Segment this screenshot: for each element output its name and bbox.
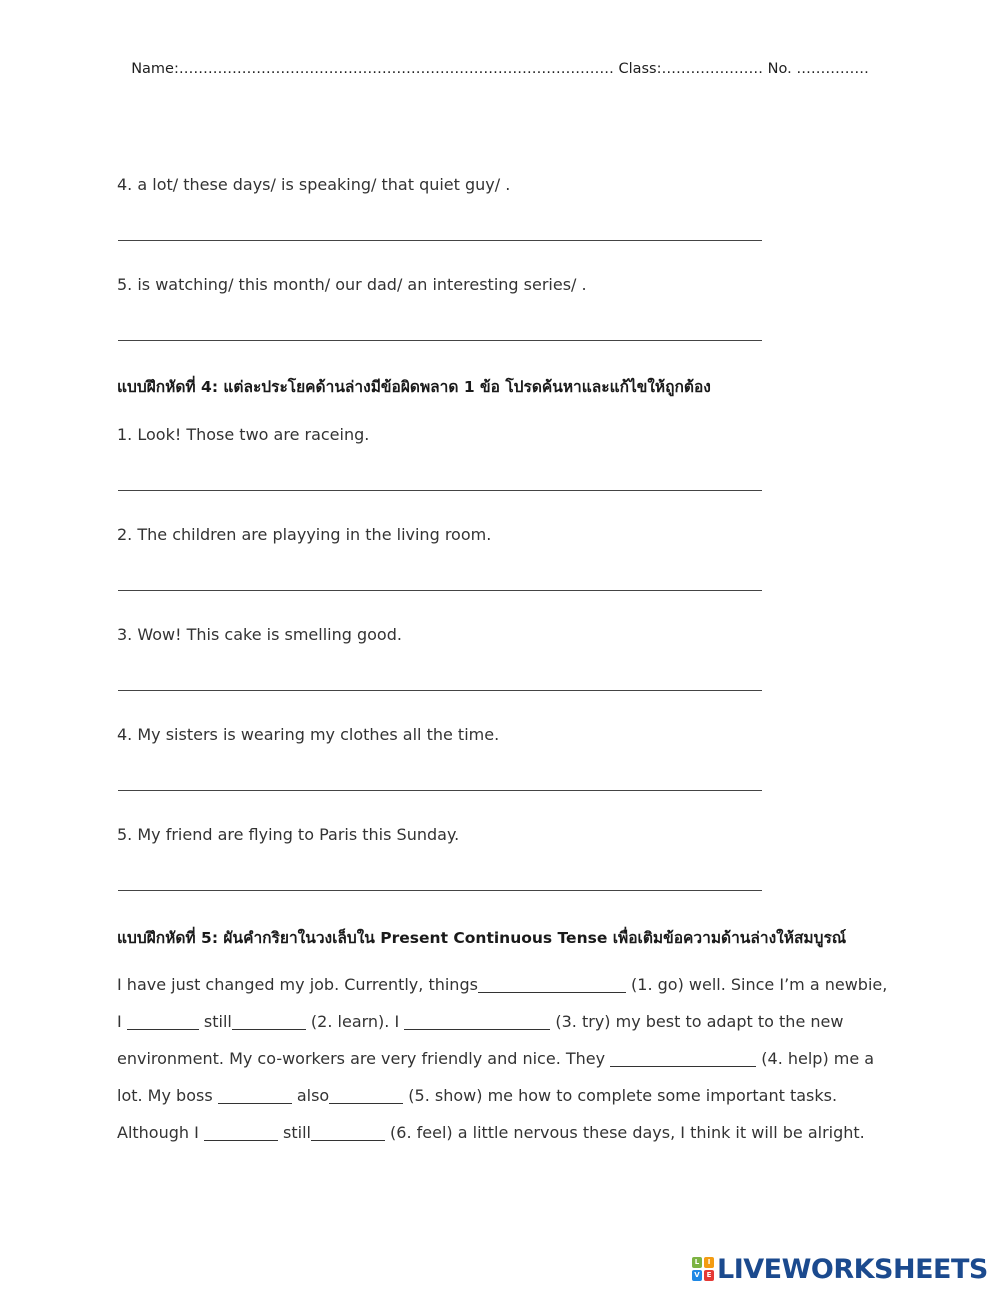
logo-letter: L (692, 1257, 702, 1268)
text-segment: (3. try) my best to adapt to the new (550, 1012, 844, 1031)
blank-4[interactable] (610, 1050, 756, 1067)
answer-line-4-4[interactable] (118, 790, 762, 791)
text-segment: lot. My boss (117, 1086, 218, 1105)
paragraph-line-5 (117, 1123, 865, 1142)
text-segment: (5. show) me how to complete some important tasks. (403, 1086, 838, 1105)
class-field[interactable]: ………………… (661, 61, 764, 77)
exercise-5-title: แบบฝึกหัดที่ 5: ผันคำกริยาในวงเล็บใน Present Continuous Tense เพื่อเติมข้อความด้านล่างให้สมบูรณ์ (117, 929, 847, 947)
text-segment: still (198, 1012, 232, 1031)
answer-line-4-5[interactable] (118, 890, 762, 891)
question-4-3: 3. Wow! This cake is smelling good. (117, 625, 402, 644)
paragraph-line-2 (117, 1012, 843, 1031)
question-4-5: 5. My friend are flying to Paris this Sunday. (117, 825, 460, 844)
blank-6b[interactable] (311, 1124, 385, 1141)
logo-text: LIVEWORKSHEETS (717, 1253, 988, 1285)
text-segment: (2. learn). I (305, 1012, 405, 1031)
text-segment: (1. go) well. Since I’m a newbie, (625, 975, 888, 994)
answer-line-4-1[interactable] (118, 490, 762, 491)
paragraph-line-4 (117, 1086, 837, 1105)
text-segment: I (117, 1012, 127, 1031)
logo-letter: I (704, 1257, 714, 1268)
logo-letter: E (704, 1270, 714, 1281)
student-info-header (0, 61, 1000, 77)
class-label: Class: (618, 61, 662, 77)
question-4-1: 1. Look! Those two are raceing. (117, 425, 370, 444)
question-4-4: 4. My sisters is wearing my clothes all the time. (117, 725, 500, 744)
text-segment: also (291, 1086, 330, 1105)
name-field[interactable]: ……………………………………………………………………………… (178, 61, 614, 77)
blank-3[interactable] (404, 1013, 550, 1030)
answer-line-3-4[interactable] (118, 240, 762, 241)
liveworksheets-logo (692, 1252, 988, 1286)
question-4-2: 2. The children are playying in the living room. (117, 525, 492, 544)
blank-2b[interactable] (232, 1013, 306, 1030)
blank-2a[interactable] (127, 1013, 199, 1030)
text-segment: (6. feel) a little nervous these days, I think it will be alright. (384, 1123, 865, 1142)
answer-line-3-5[interactable] (118, 340, 762, 341)
blank-1[interactable] (478, 976, 626, 993)
text-segment: (4. help) me a (756, 1049, 875, 1068)
logo-mark-icon (692, 1257, 714, 1281)
text-segment: still (277, 1123, 311, 1142)
blank-6a[interactable] (204, 1124, 278, 1141)
paragraph-line-3 (117, 1049, 874, 1068)
answer-line-4-2[interactable] (118, 590, 762, 591)
number-label: No. (767, 61, 792, 77)
blank-5a[interactable] (218, 1087, 292, 1104)
logo-letter: V (692, 1270, 702, 1281)
text-segment: environment. My co-workers are very friendly and nice. They (117, 1049, 611, 1068)
blank-5b[interactable] (329, 1087, 403, 1104)
name-label: Name: (131, 61, 179, 77)
answer-line-4-3[interactable] (118, 690, 762, 691)
paragraph-line-1 (117, 975, 887, 994)
question-3-4: 4. a lot/ these days/ is speaking/ that quiet guy/ . (117, 175, 511, 194)
question-3-5: 5. is watching/ this month/ our dad/ an interesting series/ . (117, 275, 587, 294)
text-segment: Although I (117, 1123, 204, 1142)
number-field[interactable]: …………… (796, 61, 869, 77)
text-segment: I have just changed my job. Currently, things (117, 975, 478, 994)
exercise-4-title: แบบฝึกหัดที่ 4: แต่ละประโยคด้านล่างมีข้อผิดพลาด 1 ข้อ โปรดค้นหาและแก้ไขให้ถูกต้อง (117, 378, 711, 396)
